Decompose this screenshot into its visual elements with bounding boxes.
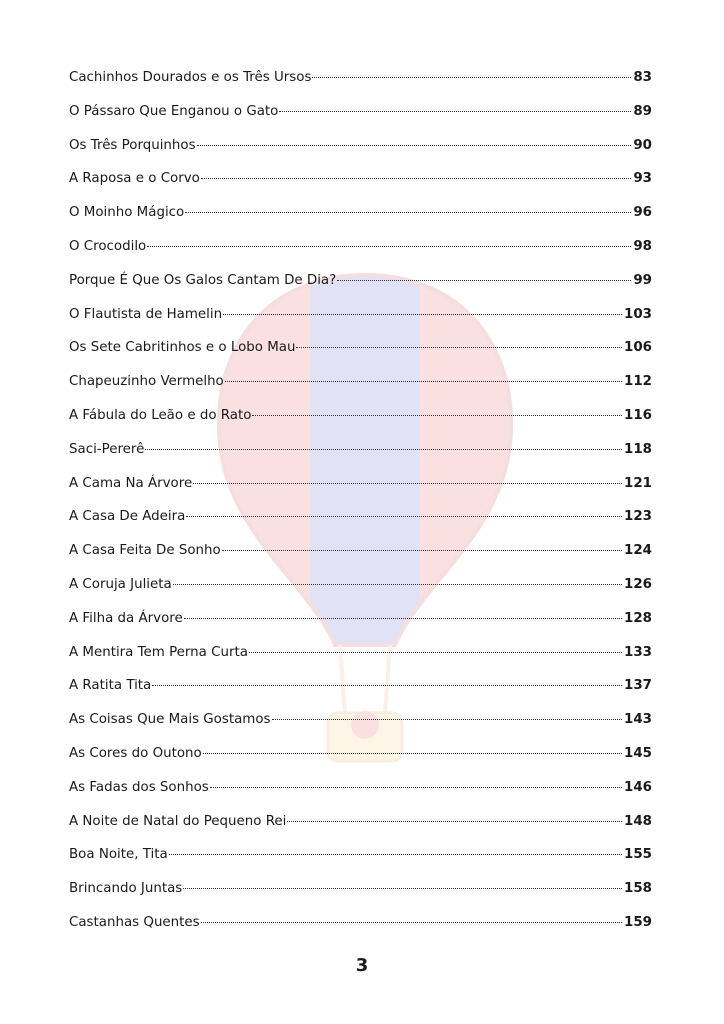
dot-leader [337,280,631,281]
dot-leader [203,753,622,754]
toc-entry[interactable] [69,808,652,842]
dot-leader [201,922,622,923]
toc-entry[interactable] [69,571,652,605]
toc-entry-title: O Flautista de Hamelin [69,306,223,322]
toc-entry[interactable] [69,334,652,368]
toc-entry-title: A Raposa e o Corvo [69,171,200,187]
toc-entry-page: 123 [624,509,652,525]
dot-leader [169,854,622,855]
toc-entry-title: As Cores do Outono [69,745,202,761]
dot-leader [252,415,622,416]
dot-leader [210,787,622,788]
toc-entry-page: 159 [624,914,652,930]
toc-entry-page: 93 [633,171,652,187]
dot-leader [201,178,631,179]
toc-entry-page: 89 [633,103,652,119]
toc-entry-title: A Mentira Tem Perna Curta [69,644,248,660]
toc-entry-title: A Casa Feita De Sonho [69,543,221,559]
dot-leader [312,77,631,78]
toc-entry-title: Os Três Porquinhos [69,137,196,153]
toc-entry[interactable] [69,233,652,267]
dot-leader [185,212,631,213]
toc-entry-page: 137 [624,678,652,694]
toc-entry[interactable] [69,503,652,537]
dot-leader [193,483,622,484]
toc-entry[interactable] [69,470,652,504]
dot-leader [186,516,622,517]
toc-entry-title: A Noite de Natal do Pequeno Rei [69,813,287,829]
dot-leader [152,685,622,686]
toc-entry-page: 96 [633,205,652,221]
toc-entry-title: Cachinhos Dourados e os Três Ursos [69,70,312,85]
table-of-contents [69,64,652,943]
toc-entry[interactable] [69,740,652,774]
dot-leader [183,888,622,889]
toc-entry[interactable] [69,165,652,199]
dot-leader [296,347,622,348]
toc-entry-title: Chapeuzinho Vermelho [69,374,224,390]
toc-entry[interactable] [69,605,652,639]
toc-entry-title: As Fadas dos Sonhos [69,779,209,795]
dot-leader [197,145,632,146]
page-number: 3 [355,955,369,976]
toc-entry-title: Brincando Juntas [69,881,183,897]
toc-entry-page: 124 [624,543,652,559]
dot-leader [184,618,622,619]
toc-entry[interactable] [69,639,652,673]
toc-entry[interactable] [69,706,652,740]
toc-entry-title: Boa Noite, Tita [69,847,168,863]
dot-leader [147,246,631,247]
toc-entry-title: O Moinho Mágico [69,205,185,221]
toc-entry-page: 83 [633,70,652,85]
toc-entry-page: 146 [624,779,652,795]
toc-entry[interactable] [69,301,652,335]
toc-entry-page: 133 [624,644,652,660]
dot-leader [279,111,631,112]
toc-entry-page: 126 [624,576,652,592]
toc-entry[interactable] [69,436,652,470]
toc-entry-title: Porque É Que Os Galos Cantam De Dia? [69,272,337,288]
toc-entry-title: A Fábula do Leão e do Rato [69,407,252,423]
toc-entry-page: 112 [624,374,652,390]
dot-leader [145,449,622,450]
toc-entry-title: Saci-Pererê [69,441,145,457]
dot-leader [272,719,623,720]
toc-entry[interactable] [69,774,652,808]
toc-entry-page: 128 [624,610,652,626]
toc-entry[interactable] [69,368,652,402]
toc-entry-title: A Filha da Árvore [69,610,183,626]
toc-entry-page: 121 [624,475,652,491]
toc-entry-page: 118 [624,441,652,457]
dot-leader [173,584,622,585]
toc-entry[interactable] [69,199,652,233]
toc-entry-title: O Crocodilo [69,238,147,254]
toc-entry-page: 116 [624,407,652,423]
toc-entry-title: O Pássaro Que Enganou o Gato [69,103,279,119]
dot-leader [222,550,622,551]
toc-entry[interactable] [69,402,652,436]
toc-entry-page: 98 [633,238,652,254]
toc-entry-page: 158 [624,881,652,897]
toc-entry-page: 148 [624,813,652,829]
toc-entry-page: 103 [624,306,652,322]
toc-entry[interactable] [69,841,652,875]
toc-entry-page: 143 [624,712,652,728]
dot-leader [287,821,622,822]
toc-entry-title: A Coruja Julieta [69,576,172,592]
toc-entry-title: A Cama Na Árvore [69,475,193,491]
toc-entry-title: As Coisas Que Mais Gostamos [69,712,271,728]
dot-leader [249,652,622,653]
toc-entry-page: 90 [633,137,652,153]
toc-entry[interactable] [69,672,652,706]
toc-entry-title: Castanhas Quentes [69,914,200,930]
toc-entry[interactable] [69,98,652,132]
toc-entry-page: 99 [633,272,652,288]
toc-entry[interactable] [69,909,652,943]
dot-leader [225,381,622,382]
toc-entry-title: Os Sete Cabritinhos e o Lobo Mau [69,340,296,356]
toc-entry[interactable] [69,267,652,301]
toc-entry[interactable] [69,537,652,571]
toc-entry-page: 106 [624,340,652,356]
toc-entry-page: 145 [624,745,652,761]
toc-entry-page: 155 [624,847,652,863]
toc-entry[interactable] [69,64,652,98]
toc-entry-title: A Casa De Adeira [69,509,186,525]
toc-entry[interactable] [69,132,652,166]
toc-entry-title: A Ratita Tita [69,678,152,694]
dot-leader [223,314,622,315]
toc-entry[interactable] [69,875,652,909]
